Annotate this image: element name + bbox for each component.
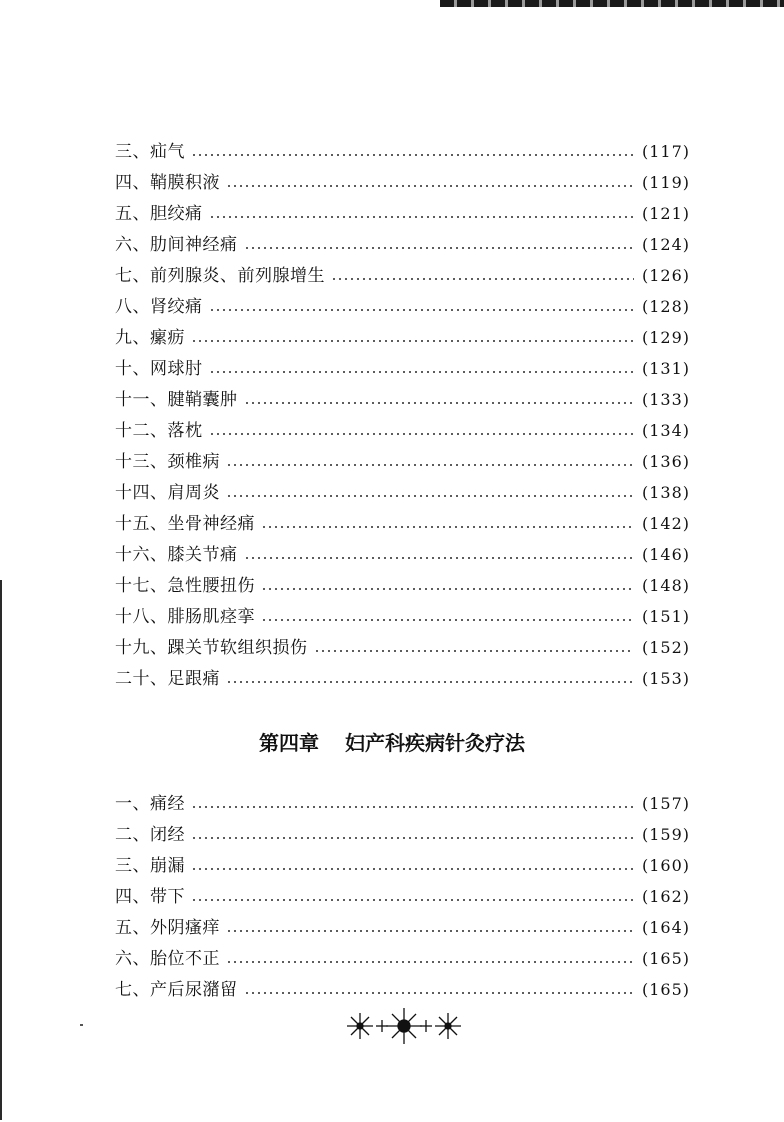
toc-entry (115, 384, 690, 415)
toc-entry-page: (148) (641, 576, 690, 595)
toc-entry-title: 七、产后尿潴留 (115, 980, 238, 1000)
toc-entry-title: 九、瘰疬 (115, 328, 185, 348)
toc-entry-page: (134) (641, 421, 690, 440)
toc-entry (115, 912, 690, 943)
dot-leader (244, 402, 634, 404)
toc-entry-page: (142) (641, 514, 690, 533)
toc-entry (115, 819, 690, 850)
toc-entry-page: (136) (641, 452, 690, 471)
dot-leader (226, 961, 634, 963)
toc-entry-title: 十八、腓肠肌痉挛 (115, 607, 255, 627)
toc-entry-page: (117) (641, 142, 690, 161)
toc-entry-title: 十四、肩周炎 (115, 483, 220, 503)
chapter-title: 妇产科疾病针灸疗法 (345, 731, 525, 755)
toc-entry (115, 291, 690, 322)
dot-leader (191, 899, 634, 901)
chapter-number: 第四章 (259, 731, 319, 755)
toc-entry-title: 十六、膝关节痛 (115, 545, 238, 565)
dot-leader (191, 154, 634, 156)
toc-entry (115, 974, 690, 1005)
toc-entry (115, 353, 690, 384)
toc-entry (115, 943, 690, 974)
dot-leader (191, 340, 634, 342)
toc-entry-page: (126) (641, 266, 690, 285)
dot-leader (209, 216, 634, 218)
toc-entry (115, 136, 690, 167)
dot-leader (261, 526, 634, 528)
toc-entry-title: 二十、足跟痛 (115, 669, 220, 689)
toc-entry-title: 六、肋间神经痛 (115, 235, 238, 255)
toc-entry-page: (146) (641, 545, 690, 564)
toc-entry (115, 229, 690, 260)
toc-entry (115, 260, 690, 291)
toc-entry-page: (124) (641, 235, 690, 254)
toc-entry (115, 850, 690, 881)
toc-entry-title: 二、闭经 (115, 825, 185, 845)
toc-entry (115, 601, 690, 632)
toc-list-chapter-3 (115, 136, 690, 694)
toc-entry-title: 五、外阴瘙痒 (115, 918, 220, 938)
dot-leader (244, 247, 634, 249)
toc-entry (115, 632, 690, 663)
toc-entry (115, 477, 690, 508)
toc-entry-page: (129) (641, 328, 690, 347)
dot-leader (261, 619, 634, 621)
dot-leader (191, 868, 634, 870)
dot-leader (226, 464, 634, 466)
dot-leader (191, 837, 634, 839)
toc-entry-title: 四、鞘膜积液 (115, 173, 220, 193)
toc-entry-page: (138) (641, 483, 690, 502)
toc-entry-title: 三、疝气 (115, 142, 185, 162)
dot-leader (209, 433, 634, 435)
dot-leader (331, 278, 634, 280)
toc-entry-page: (131) (641, 359, 690, 378)
toc-entry-page: (121) (641, 204, 690, 223)
toc-entry-page: (153) (641, 669, 690, 688)
dot-leader (314, 650, 634, 652)
dot-leader (226, 681, 634, 683)
toc-entry (115, 508, 690, 539)
toc-entry-title: 三、崩漏 (115, 856, 185, 876)
dot-leader (244, 992, 634, 994)
toc-entry (115, 788, 690, 819)
toc-entry-title: 十一、腱鞘囊肿 (115, 390, 238, 410)
toc-list-chapter-4 (115, 788, 690, 1005)
toc-entry (115, 663, 690, 694)
dot-leader (191, 806, 634, 808)
dot-leader (226, 185, 634, 187)
toc-entry (115, 570, 690, 601)
toc-entry-page: (157) (641, 794, 690, 813)
toc-entry-title: 十、网球肘 (115, 359, 203, 379)
toc-entry-page: (128) (641, 297, 690, 316)
dot-leader (209, 371, 634, 373)
toc-entry-title: 八、肾绞痛 (115, 297, 203, 317)
scan-edge-top (440, 0, 784, 7)
dot-leader (226, 930, 634, 932)
toc-entry-page: (160) (641, 856, 690, 875)
toc-entry-page: (151) (641, 607, 690, 626)
toc-entry-page: (119) (641, 173, 690, 192)
toc-entry-page: (162) (641, 887, 690, 906)
toc-entry-title: 五、胆绞痛 (115, 204, 203, 224)
scan-speck (80, 1024, 83, 1026)
toc-entry-title: 四、带下 (115, 887, 185, 907)
scan-edge-left (0, 580, 2, 1120)
toc-entry-page: (165) (641, 949, 690, 968)
toc-entry-title: 一、痛经 (115, 794, 185, 814)
dot-leader (244, 557, 634, 559)
toc-entry (115, 198, 690, 229)
toc-entry-page: (165) (641, 980, 690, 999)
toc-entry-page: (164) (641, 918, 690, 937)
toc-entry-title: 十二、落枕 (115, 421, 203, 441)
toc-entry-title: 十九、踝关节软组织损伤 (115, 638, 308, 658)
toc-entry (115, 881, 690, 912)
dot-leader (226, 495, 634, 497)
dot-leader (209, 309, 634, 311)
toc-entry (115, 167, 690, 198)
toc-entry-title: 十三、颈椎病 (115, 452, 220, 472)
toc-entry (115, 539, 690, 570)
chapter-heading (0, 727, 784, 756)
toc-entry-page: (159) (641, 825, 690, 844)
toc-entry (115, 446, 690, 477)
toc-entry-title: 十五、坐骨神经痛 (115, 514, 255, 534)
toc-entry-title: 七、前列腺炎、前列腺增生 (115, 266, 325, 286)
toc-entry (115, 322, 690, 353)
toc-entry-page: (152) (641, 638, 690, 657)
toc-entry-title: 六、胎位不正 (115, 949, 220, 969)
dot-leader (261, 588, 634, 590)
toc-entry-title: 十七、急性腰扭伤 (115, 576, 255, 596)
snowflake-ornament-icon (340, 1003, 468, 1049)
toc-entry (115, 415, 690, 446)
toc-entry-page: (133) (641, 390, 690, 409)
